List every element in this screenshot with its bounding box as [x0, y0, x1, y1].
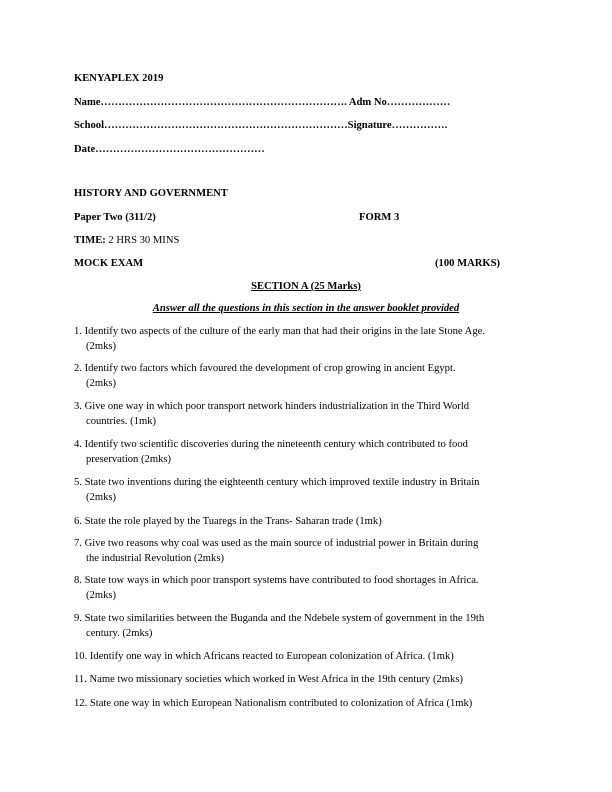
- question-3: [74, 400, 544, 429]
- question-9: [74, 612, 544, 641]
- question-10: [74, 650, 544, 665]
- question-text: 4. Identify two scientific discoveries during the nineteenth century which contributed to food: [74, 439, 468, 450]
- question-8: [74, 574, 544, 603]
- time-row: [74, 235, 179, 246]
- time-label: TIME:: [74, 235, 106, 246]
- question-text: 1. Identify two aspects of the culture of the early man that had their origins in the late Stone Age.: [74, 326, 485, 337]
- question-text: 11. Name two missionary societies which worked in West Africa in the 19th century (2mks): [74, 674, 463, 685]
- question-5: [74, 476, 544, 505]
- question-text: 12. State one way in which European Nationalism contributed to colonization of Africa (1mk): [74, 698, 473, 709]
- question-text: 6. State the role played by the Tuaregs in the Trans- Saharan trade (1mk): [74, 516, 382, 527]
- question-marks: (2mks): [86, 340, 117, 352]
- question-6: [74, 515, 544, 530]
- question-2: [74, 362, 544, 391]
- question-text: 3. Give one way in which poor transport network hinders industrialization in the Third World: [74, 401, 470, 412]
- paper-code: Paper Two (311/2): [74, 212, 156, 223]
- time-value: 2 HRS 30 MINS: [105, 235, 180, 246]
- date-line: Date…………………………………………: [74, 144, 265, 155]
- section-instruction: Answer all the questions in this section in the answer booklet provided: [152, 303, 460, 314]
- question-marks: century. (2mks): [86, 627, 153, 639]
- section-title: SECTION A (25 Marks): [251, 281, 361, 292]
- question-11: [74, 673, 544, 688]
- question-text: 10. Identify one way in which Africans reacted to European colonization of Africa. (1mk): [74, 651, 454, 662]
- question-12: [74, 697, 544, 712]
- question-text: 7. Give two reasons why coal was used as the main source of industrial power in Britain during: [74, 538, 479, 549]
- question-marks: (2mks): [86, 377, 117, 389]
- exam-title: KENYAPLEX 2019: [74, 73, 164, 84]
- question-marks: preservation (2mks): [86, 453, 172, 465]
- question-4: [74, 438, 544, 467]
- subject-title: HISTORY AND GOVERNMENT: [74, 188, 228, 199]
- question-marks: countries. (1mk): [86, 415, 157, 427]
- exam-marks-row: [74, 258, 544, 269]
- question-text: 9. State two similarities between the Buganda and the Ndebele system of government in the 19th: [74, 613, 485, 624]
- question-text: 5. State two inventions during the eighteenth century which improved textile industry in Britain: [74, 477, 480, 488]
- name-adm-line: Name……………………………………………………………. Adm No………………: [74, 97, 451, 108]
- total-marks: (100 MARKS): [435, 258, 501, 269]
- question-text: 8. State tow ways in which poor transport systems have contributed to food shortages in Africa.: [74, 575, 479, 586]
- paper-form-row: [74, 212, 544, 223]
- question-marks: (2mks): [86, 491, 117, 503]
- question-text: 2. Identify two factors which favoured the development of crop growing in ancient Egypt.: [74, 363, 456, 374]
- question-7: [74, 537, 544, 566]
- form-label: FORM 3: [359, 212, 400, 223]
- question-1: [74, 325, 544, 354]
- school-signature-line: School……………………………………………………………Signature…………….: [74, 120, 448, 131]
- exam-type: MOCK EXAM: [74, 258, 144, 269]
- question-marks: the industrial Revolution (2mks): [86, 552, 224, 564]
- question-marks: (2mks): [86, 589, 117, 601]
